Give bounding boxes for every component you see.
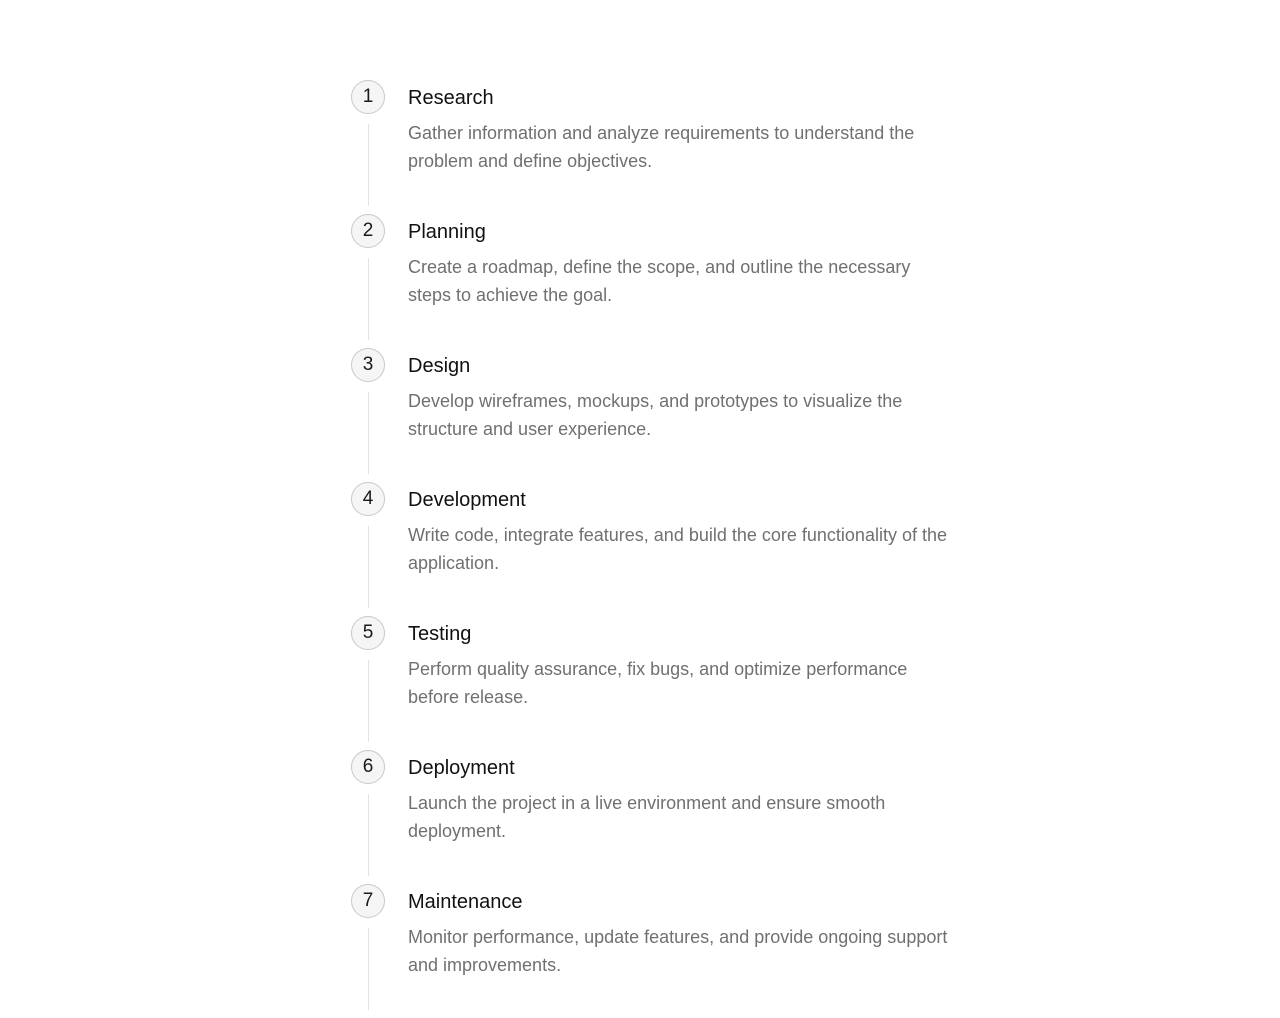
step-description: Monitor performance, update features, and provide ongoing support and improvements.	[408, 927, 948, 975]
step-description: Write code, integrate features, and build the core functionality of the application.	[408, 525, 947, 573]
step-title: Planning	[408, 221, 486, 243]
step-connector-line	[368, 392, 369, 474]
process-timeline	[351, 80, 951, 1018]
step-title: Maintenance	[408, 891, 523, 913]
timeline-step-design	[351, 348, 951, 482]
step-number-badge: 6	[351, 750, 385, 784]
timeline-step-deployment	[351, 750, 951, 884]
step-number-badge: 7	[351, 884, 385, 918]
step-title: Design	[408, 355, 471, 377]
step-description: Create a roadmap, define the scope, and outline the necessary steps to achieve the goal.	[408, 257, 911, 305]
timeline-step-research	[351, 80, 951, 214]
step-content	[408, 353, 948, 443]
timeline-step-development	[351, 482, 951, 616]
step-content	[408, 219, 948, 309]
step-connector-line	[368, 526, 369, 608]
step-content	[408, 621, 948, 711]
step-title: Research	[408, 87, 494, 109]
step-connector-line	[368, 660, 369, 742]
step-number-badge: 4	[351, 482, 385, 516]
step-content	[408, 889, 948, 979]
step-content	[408, 487, 948, 577]
step-description: Gather information and analyze requirements to understand the problem and define objectives.	[408, 123, 915, 171]
step-number-badge: 1	[351, 80, 385, 114]
step-number-badge: 2	[351, 214, 385, 248]
step-content	[408, 755, 948, 845]
step-description: Develop wireframes, mockups, and prototypes to visualize the structure and user experience.	[408, 391, 903, 439]
step-connector-line	[368, 124, 369, 206]
step-content	[408, 85, 948, 175]
step-connector-line	[368, 258, 369, 340]
step-title: Deployment	[408, 757, 515, 779]
step-title: Development	[408, 489, 526, 511]
timeline-step-testing	[351, 616, 951, 750]
step-description: Perform quality assurance, fix bugs, and optimize performance before release.	[408, 659, 908, 707]
step-title: Testing	[408, 623, 472, 645]
step-number-badge: 5	[351, 616, 385, 650]
step-description: Launch the project in a live environment and ensure smooth deployment.	[408, 793, 886, 841]
step-connector-line	[368, 794, 369, 876]
step-connector-line	[368, 928, 369, 1010]
step-number-badge: 3	[351, 348, 385, 382]
timeline-step-planning	[351, 214, 951, 348]
timeline-step-maintenance	[351, 884, 951, 1018]
